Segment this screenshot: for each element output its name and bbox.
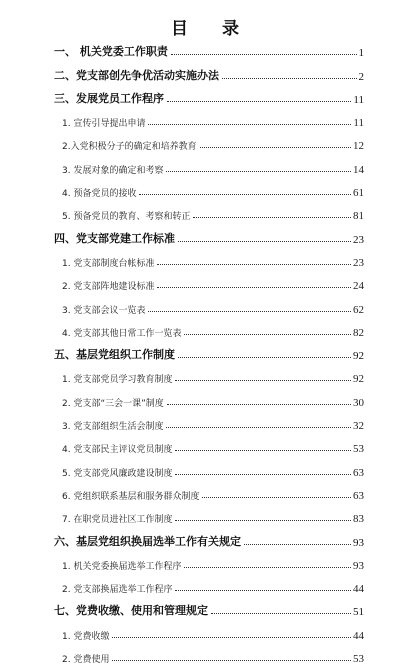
toc-page-number: 23	[353, 256, 364, 269]
toc-page-number: 63	[353, 466, 364, 479]
toc-page-number: 11	[353, 117, 364, 130]
toc-item-row	[0, 129, 410, 152]
toc-entry-label: 2. 党支部阵地建设标准	[62, 282, 155, 293]
toc-item-row	[0, 502, 410, 525]
toc-entry-label: 四、党支部党建工作标准	[54, 231, 175, 245]
toc-page-number: 63	[353, 489, 364, 502]
toc-entry-label: 3. 发展对象的确定和考察	[62, 165, 164, 176]
toc-leader-dots	[175, 590, 351, 591]
toc-page-number: 32	[353, 420, 364, 433]
toc-item-row	[0, 199, 410, 222]
toc-leader-dots	[211, 613, 351, 614]
toc-leader-dots	[166, 427, 351, 428]
toc-page-number: 81	[353, 210, 364, 223]
toc-entry-label: 2. 党支部换届选举工作程序	[62, 585, 173, 596]
toc-item-row	[0, 316, 410, 339]
toc-leader-dots	[244, 544, 351, 545]
toc-item-row	[0, 269, 410, 292]
toc-page-number: 11	[353, 93, 364, 106]
toc-entry-label: 3. 党支部组织生活会制度	[62, 422, 164, 433]
toc-page-number: 23	[353, 233, 364, 246]
toc-entry-label: 2. 党费使用	[62, 655, 110, 665]
toc-item-row	[0, 455, 410, 478]
toc-entry-label: 7. 在职党员进社区工作制度	[62, 515, 173, 526]
toc-entry-label: 5. 党支部党风廉政建设制度	[62, 468, 173, 479]
toc-leader-dots	[193, 217, 351, 218]
toc-item-row	[0, 106, 410, 129]
toc-page-number: 53	[353, 653, 364, 665]
toc-section-row	[0, 83, 410, 106]
toc-leader-dots	[157, 287, 351, 288]
toc-leader-dots	[178, 357, 351, 358]
toc-leader-dots	[184, 567, 351, 568]
toc-item-row	[0, 292, 410, 315]
toc-item-row	[0, 246, 410, 269]
toc-item-row	[0, 642, 410, 665]
toc-item-row	[0, 152, 410, 175]
toc-leader-dots	[200, 147, 351, 148]
toc-page-number: 93	[353, 536, 364, 549]
toc-leader-dots	[202, 497, 351, 498]
toc-section-row	[0, 339, 410, 362]
toc-page-number: 24	[353, 280, 364, 293]
toc-leader-dots	[112, 660, 351, 661]
toc-section-row	[0, 59, 410, 82]
toc-item-row	[0, 409, 410, 432]
toc-leader-dots	[167, 101, 351, 102]
toc-leader-dots	[175, 380, 351, 381]
toc-leader-dots	[157, 264, 351, 265]
toc-page-number: 30	[353, 396, 364, 409]
toc-page-number: 82	[353, 326, 364, 339]
toc-entry-label: 2.入党积极分子的确定和培养教育	[62, 142, 197, 153]
toc-entry-label: 1. 宣传引导提出申请	[62, 119, 146, 130]
toc-leader-dots	[222, 78, 357, 79]
toc-page-number: 92	[353, 350, 364, 363]
toc-page-number: 92	[353, 373, 364, 386]
toc-entry-label: 1. 党支部党员学习教育制度	[62, 375, 173, 386]
toc-page-number: 53	[353, 443, 364, 456]
toc-section-row	[0, 525, 410, 548]
toc-leader-dots	[148, 311, 351, 312]
toc-page-number: 62	[353, 303, 364, 316]
toc-entry-label: 六、基层党组织换届选举工作有关规定	[54, 534, 241, 548]
toc-page-number: 93	[353, 559, 364, 572]
page-title: 目 录	[171, 19, 253, 39]
toc-leader-dots	[112, 637, 351, 638]
toc-item-row	[0, 385, 410, 408]
toc-page-number: 51	[353, 606, 364, 619]
toc-entry-label: 4. 党支部其他日常工作一览表	[62, 328, 182, 339]
toc-entry-label: 6. 党组织联系基层和服务群众制度	[62, 491, 200, 502]
toc-leader-dots	[139, 194, 351, 195]
toc-leader-dots	[175, 450, 351, 451]
toc-page-number: 1	[358, 47, 364, 60]
toc-leader-dots	[175, 520, 351, 521]
table-of-contents	[0, 36, 410, 665]
toc-item-row	[0, 549, 410, 572]
toc-item-row	[0, 618, 410, 641]
toc-item-row	[0, 362, 410, 385]
toc-item-row	[0, 176, 410, 199]
toc-leader-dots	[184, 334, 351, 335]
toc-section-row	[0, 36, 410, 59]
toc-entry-label: 七、党费收缴、使用和管理规定	[54, 604, 208, 618]
toc-page-number: 83	[353, 513, 364, 526]
toc-entry-label: 一、 机关党委工作职责	[54, 45, 168, 59]
toc-entry-label: 1. 机关党委换届选举工作程序	[62, 561, 182, 572]
toc-leader-dots	[175, 474, 351, 475]
toc-item-row	[0, 432, 410, 455]
toc-page-number: 12	[353, 140, 364, 153]
toc-entry-label: 二、党支部创先争优活动实施办法	[54, 68, 219, 82]
toc-leader-dots	[148, 124, 351, 125]
toc-entry-label: 五、基层党组织工作制度	[54, 348, 175, 362]
toc-entry-label: 3. 党支部会议一览表	[62, 305, 146, 316]
toc-page-number: 44	[353, 583, 364, 596]
toc-page-number: 61	[353, 187, 364, 200]
toc-entry-label: 1. 党费收缴	[62, 631, 110, 642]
toc-entry-label: 4. 预备党员的接收	[62, 189, 137, 200]
toc-entry-label: 5. 预备党员的教育、考察和转正	[62, 212, 191, 223]
toc-leader-dots	[167, 404, 351, 405]
toc-entry-label: 4. 党支部民主评议党员制度	[62, 445, 173, 456]
toc-item-row	[0, 479, 410, 502]
toc-item-row	[0, 572, 410, 595]
toc-page-number: 14	[353, 163, 364, 176]
toc-leader-dots	[166, 171, 351, 172]
toc-entry-label: 三、发展党员工作程序	[54, 91, 164, 105]
toc-entry-label: 2. 党支部“三会一课”制度	[62, 398, 164, 409]
toc-page-number: 2	[358, 70, 364, 83]
toc-page-number: 44	[353, 629, 364, 642]
toc-entry-label: 1. 党支部制度台帐标准	[62, 258, 155, 269]
toc-leader-dots	[178, 241, 351, 242]
toc-section-row	[0, 595, 410, 618]
toc-section-row	[0, 222, 410, 245]
toc-leader-dots	[171, 54, 357, 55]
